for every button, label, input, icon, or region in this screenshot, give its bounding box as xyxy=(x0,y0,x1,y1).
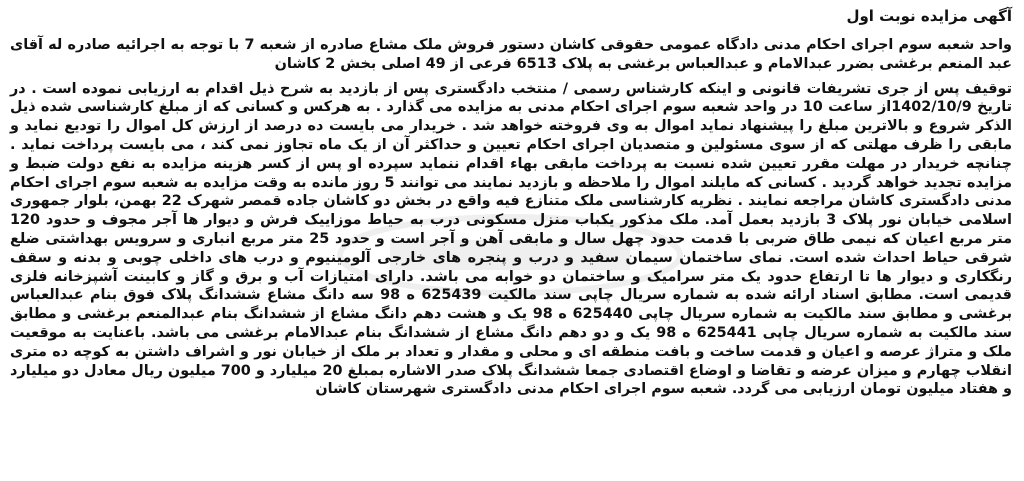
notice-paragraph-body: توقیف پس از جری تشریفات قانونی و اینکه کارشناس رسمی / منتخب دادگستری پس از بازدید به شرح ذیل اقدام به ارزیابی نموده است . در تاریخ 1402/10/9از ساعت 10 در واحد شعبه سوم اجرای احکام مدنی به مزایده می گذارد . به هرکس و کسانی که از مبلغ کارشناسی شده ذیل الذکر شروع و بالاترین مبلغ را پیشنهاد نماید اموال به وی فروخته خواهد شد . خریدار می بایست ده درصد از ارزش کل اموال را تودیع نماید و مابقی را ظرف مهلتی که از سوی مسئولین و متصدیان اجرای احکام تعیین و حداکثر آن از یک ماه تجاوز نمی کند ، می بایست پرداخت نماید . چنانچه خریدار در مهلت مقرر تعیین شده نسبت به پرداخت مابقی بهاء اقدام ننماید سپرده او پس از کسر هزینه مزایده به نفع دولت ضبط و مزایده تجدید خواهد گردید . کسانی که مایلند اموال را ملاحظه و بازدید نمایند می توانند 5 روز مانده به وقت مزایده به شعبه سوم اجرای احکام مدنی دادگستری کاشان مراجعه نمایند . نظریه کارشناسی ملک متنازع فیه واقع در بخش دو کاشان جاده قمصر شهرک 22 بهمن، بلوار جمهوری اسلامی خیابان نور پلاک 3 بازدید بعمل آمد. ملک مذکور یکباب منزل مسکونی درب به حیاط موزاییک فرش و دیوار ها آجر مجوف و حدود 120 متر مربع اعیان که نیمی طاق ضربی با قدمت حدود چهل سال و مابقی آهن و آجر است و حدود 25 متر مربع انباری و سرویس بهداشتی ضلع شرقی حیاط احداث شده است. نمای ساختمان سیمان سفید و درب و پنجره های خارجی آلومینیوم و درب های داخلی چوبی و بدنه و سقف رنگکاری و دیوار ها تا ارتفاع حدود یک متر سرامیک و ساختمان دو خوابه می باشد. دارای امتیازات آب و برق و گاز و کابینت آشپزخانه فلزی قدیمی است. مطابق اسناد ارائه شده به شماره سریال چاپی سند مالکیت 625439 ه 98 سه دانگ مشاع ششدانگ پلاک فوق بنام عبدالعباس برغشی و مطابق سند مالکیت به شماره سریال چاپی 625440 ه 98 یک و هشت دهم دانگ مشاع از ششدانگ بنام عبدالمنعم برغشی و مطابق سند مالکیت به شماره سریال چاپی 625441 ه 98 یک و دو دهم دانگ مشاع از ششدانگ بنام عبدالامام برغشی می باشد. باعنایت به موقعیت ملک و متراژ عرصه و اعیان و قدمت ساخت و بافت منطقه ای و محلی و مقدار و تعداد بر ملک از خیابان نور و اشراف داشتن به کوچه ده متری انقلاب چهارم و میزان عرضه و تقاضا و اوضاع اقتصادی جمعا ششدانگ پلاک صدر الاشاره بمبلغ 20 میلیارد و 700 میلیون ریال معادل دو میلیارد و هفتاد میلیون تومان ارزیابی می گردد. شعبه سوم اجرای احکام مدنی دادگستری شهرستان کاشان xyxy=(10,80,1013,398)
notice-paragraph-header: واحد شعبه سوم اجرای احکام مدنی دادگاه عمومی حقوقی کاشان دستور فروش ملک مشاع صادره از شعبه 7 با توجه به اجرائیه صادره له آقای عبد المنعم برغشی بضرر عبدالامام و عبدالعباس برغشی به پلاک 6513 فرعی از 49 اصلی بخش 2 کاشان xyxy=(10,37,1012,72)
auction-notice xyxy=(10,6,1012,477)
notice-title: آگهی مزایده نوبت اول xyxy=(846,7,1012,25)
